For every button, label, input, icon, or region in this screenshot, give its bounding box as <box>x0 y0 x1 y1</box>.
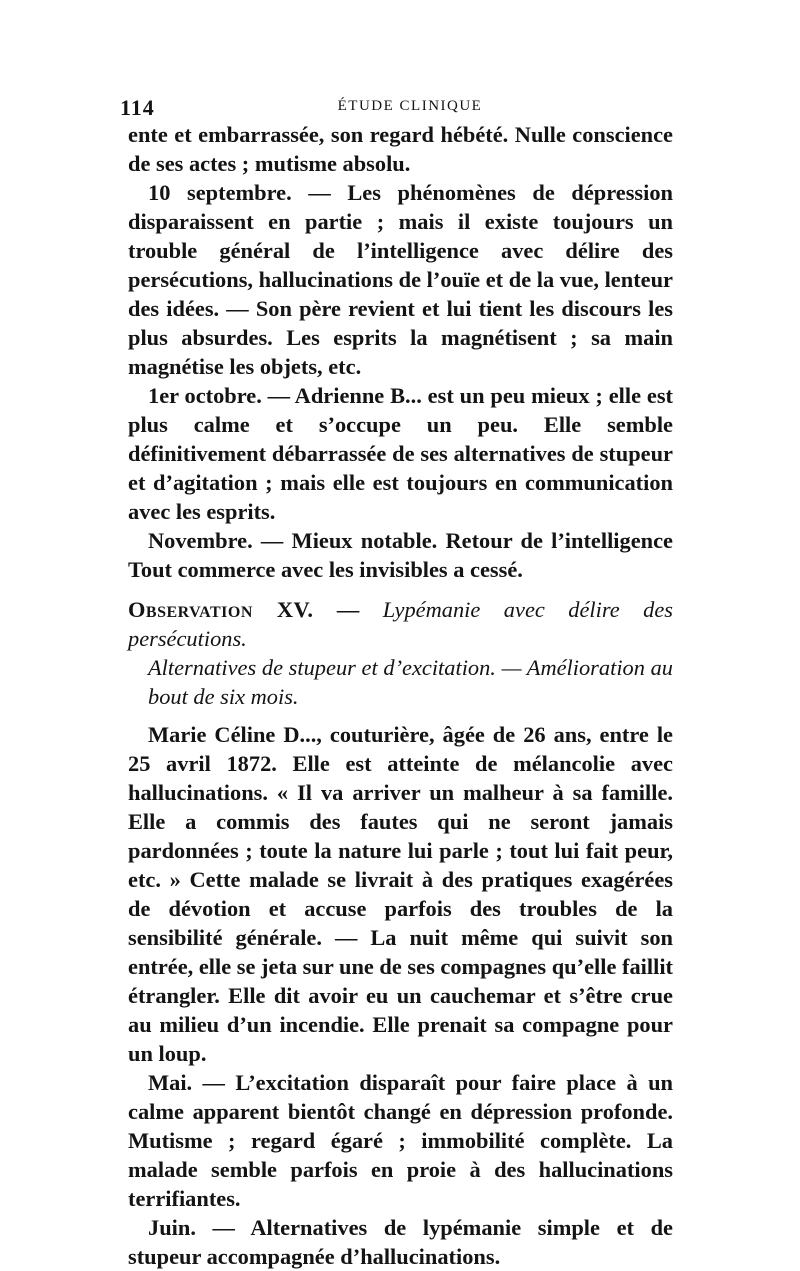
page-number: 114 <box>120 95 155 120</box>
observation-heading <box>128 595 673 653</box>
paragraph-june: Juin. — Alternatives de lypémanie simple et de stupeur accompagnée d’hallucinations. <box>128 1215 673 1269</box>
paragraph-continuation: ente et embarrassée, son regard hébété. Nulle conscience de ses actes ; mutisme absolu. <box>128 122 673 176</box>
observation-label: Observation XV. <box>128 597 314 622</box>
paragraph-case-intro: Marie Céline D..., couturière, âgée de 26 ans, entre le 25 avril 1872. Elle est atteinte de mélancolie avec hallucinations. « Il va arriver un malheur à sa famille. Elle a commis des fautes qui ne seront jamais pardonnées ; toute la nature lui parle ; tout lui fait peur, etc. » Cette malade se livrait à des pratiques exagérées de dévotion et accuse parfois des troubles de la sensibilité générale. — La nuit même qui suivit son entrée, elle se jeta sur une de ses compagnes qu’elle faillit étrangler. Elle dit avoir eu un cauchemar et s’être crue au milieu d’un incendie. Elle prenait sa compagne pour un loup. <box>128 722 673 1066</box>
spacer <box>128 711 673 720</box>
main-text <box>128 120 673 1271</box>
paragraph-november: Novembre. — Mieux notable. Retour de l’intelligence Tout commerce avec les invisibles a cessé. <box>128 528 673 582</box>
page-header <box>120 95 675 121</box>
running-title: ÉTUDE CLINIQUE <box>337 98 483 114</box>
paragraph-september: 10 septembre. — Les phénomènes de dépression disparaissent en partie ; mais il existe toujours un trouble général de l’intelligence avec délire des persécutions, hallucinations de l’ouïe et de la vue, lenteur des idées. — Son père revient et lui tient les discours les plus absurdes. Les esprits la magnétisent ; sa main magnétise les objets, etc. <box>128 180 673 379</box>
paragraph-october: 1er octobre. — Adrienne B... est un peu mieux ; elle est plus calme et s’occupe un peu. Elle semble définitivement débarrassée de ses alternatives de stupeur et d’agitation ; mais elle est toujours en communication avec les esprits. <box>128 383 673 524</box>
observation-title-rest: Alternatives de stupeur et d’excitation. — Amélioration au bout de six mois. <box>148 655 673 709</box>
paragraph-may: Mai. — L’excitation disparaît pour faire place à un calme apparent bientôt changé en dépression profonde. Mutisme ; regard égaré ; immobilité complète. La malade semble parfois en proie à des hallucinations terrifiantes. <box>128 1070 673 1211</box>
observation-title-line1: Lypémanie avec délire des persécutions. <box>128 597 673 651</box>
observation-dash: — <box>313 597 383 622</box>
